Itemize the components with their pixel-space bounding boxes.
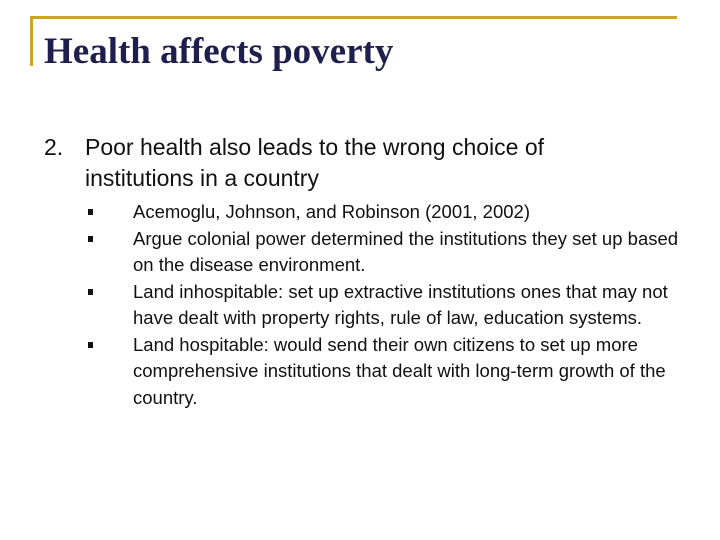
- point-text: Poor health also leads to the wrong choice of institutions in a country: [85, 134, 545, 191]
- square-bullet-icon: [88, 342, 93, 348]
- square-bullet-icon: [88, 236, 93, 242]
- sub-point-item: [88, 199, 688, 226]
- title-frame-top-border: [30, 16, 677, 19]
- slide-title: Health affects poverty: [44, 31, 394, 72]
- sub-point-item: [88, 279, 688, 332]
- sub-point-item: [88, 332, 688, 412]
- square-bullet-icon: [88, 209, 93, 215]
- sub-point-text: Land hospitable: would send their own citizens to set up more comprehensive institutions that dealt with long-term growth of the country.: [133, 333, 666, 408]
- sub-point-text: Land inhospitable: set up extractive institutions ones that may not have dealt with property rights, rule of law, education systems.: [133, 280, 668, 328]
- square-bullet-icon: [88, 289, 93, 295]
- point-number: 2.: [44, 134, 64, 160]
- sub-point-text: Acemoglu, Johnson, and Robinson (2001, 2002): [133, 201, 530, 222]
- sub-point-text: Argue colonial power determined the institutions they set up based on the disease environment.: [133, 227, 679, 275]
- title-frame-left-border: [30, 16, 33, 66]
- sub-point-list: [88, 199, 688, 411]
- sub-point-item: [88, 226, 688, 279]
